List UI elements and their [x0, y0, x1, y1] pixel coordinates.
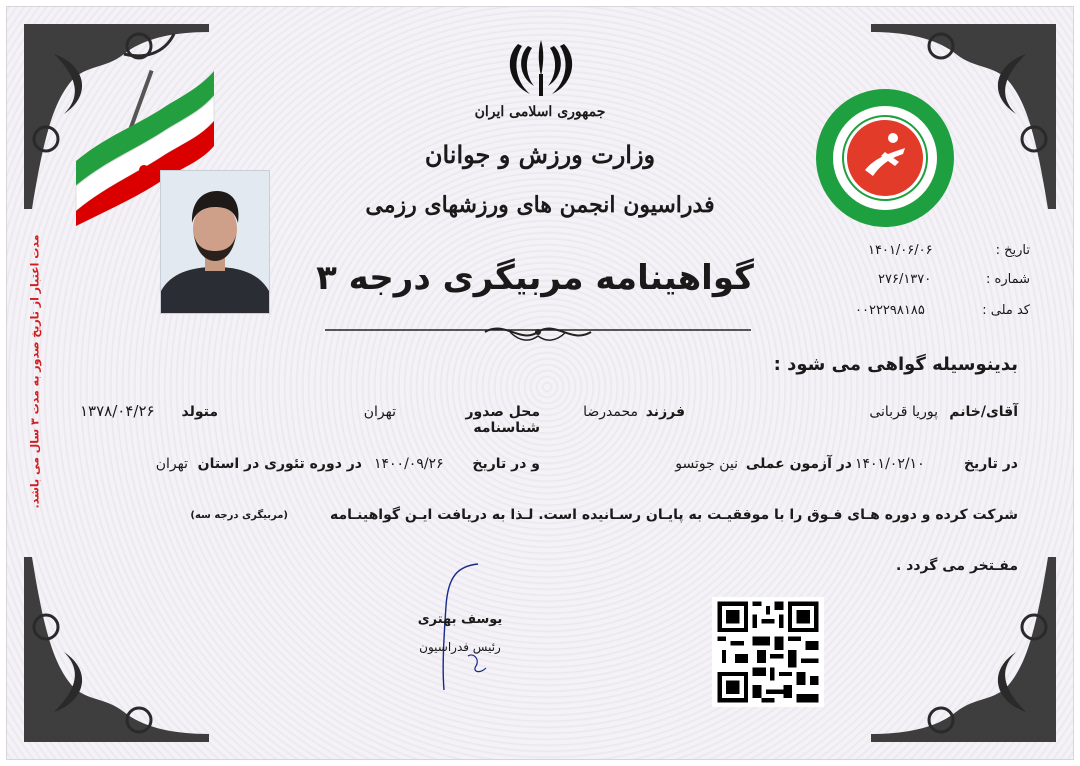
national-id-label: کد ملی : [982, 303, 1030, 318]
province-value: تهران [155, 456, 188, 472]
ministry-label: وزارت ورزش و جوانان [424, 140, 656, 169]
qr-code-icon [712, 597, 824, 707]
issue-place-value: تهران [363, 404, 396, 420]
validity-note-text: مدت اعتبار از تاریخ صدور به مدت ۳ سال می باشد. [28, 234, 42, 509]
number-value: ۲۷۶/۱۳۷۰ [878, 272, 932, 287]
federation-logo-icon [815, 88, 955, 228]
practical-exam-date: ۱۴۰۱/۰۲/۱۰ [855, 456, 925, 472]
honored-line: مفـتخر می گردد . [895, 558, 1018, 574]
validity-note [20, 230, 52, 530]
martial-art-style: نین جوتسو [675, 456, 738, 472]
theory-course-label: در دوره تئوری در استان [197, 456, 362, 472]
born-label: متولد [181, 404, 218, 420]
republic-label: جمهوری اسلامی ایران [474, 104, 606, 120]
born-date: ۱۳۷۸/۰۴/۲۶ [80, 402, 155, 420]
certificate-grade-note: (مربیگری درجه سه) [190, 510, 288, 521]
theory-course-date: ۱۴۰۰/۰۹/۲۶ [374, 456, 444, 472]
number-label: شماره : [986, 272, 1030, 287]
qr-code [712, 597, 824, 707]
date-label: تاریخ : [995, 243, 1030, 258]
signer-name: یوسف بهتری [417, 612, 503, 627]
intro-line: بدینوسیله گواهی می شود : [773, 354, 1018, 375]
mr-mrs-label: آقای/خانم [949, 404, 1018, 420]
holder-photo [160, 170, 270, 314]
iran-emblem-icon [504, 36, 578, 100]
issue-place-label: محل صدور شناسنامه [465, 404, 540, 436]
date-value: ۱۴۰۱/۰۶/۰۶ [868, 243, 933, 258]
father-name: محمدرضا [583, 404, 638, 420]
practical-exam-label: در آزمون عملی [745, 456, 852, 472]
date-prefix-2: و در تاریخ [472, 456, 540, 472]
national-id-value: ۰۰۲۲۲۹۸۱۸۵ [855, 303, 925, 318]
holder-name: پوریا قربانی [869, 404, 938, 420]
ornament-bottom-left [24, 557, 209, 742]
child-of-label: فرزند [645, 404, 685, 420]
person-portrait-icon [161, 171, 269, 313]
federation-label: فدراسیون انجمن های ورزشهای رزمی [365, 192, 715, 218]
date-prefix-1: در تاریخ [963, 456, 1018, 472]
certificate-title: گواهینامه مربیگری درجه ۳ [316, 258, 754, 298]
divider-ornament [325, 318, 751, 346]
signer-role: رئیس فدراسیون [419, 640, 501, 654]
completion-statement: شرکت کرده و دوره هـای فـوق را با موفقیـت به پایـان رسـانیده است. لـذا به دریافت ایـن گواهینـامه [329, 507, 1018, 523]
ornament-bottom-right [871, 557, 1056, 742]
